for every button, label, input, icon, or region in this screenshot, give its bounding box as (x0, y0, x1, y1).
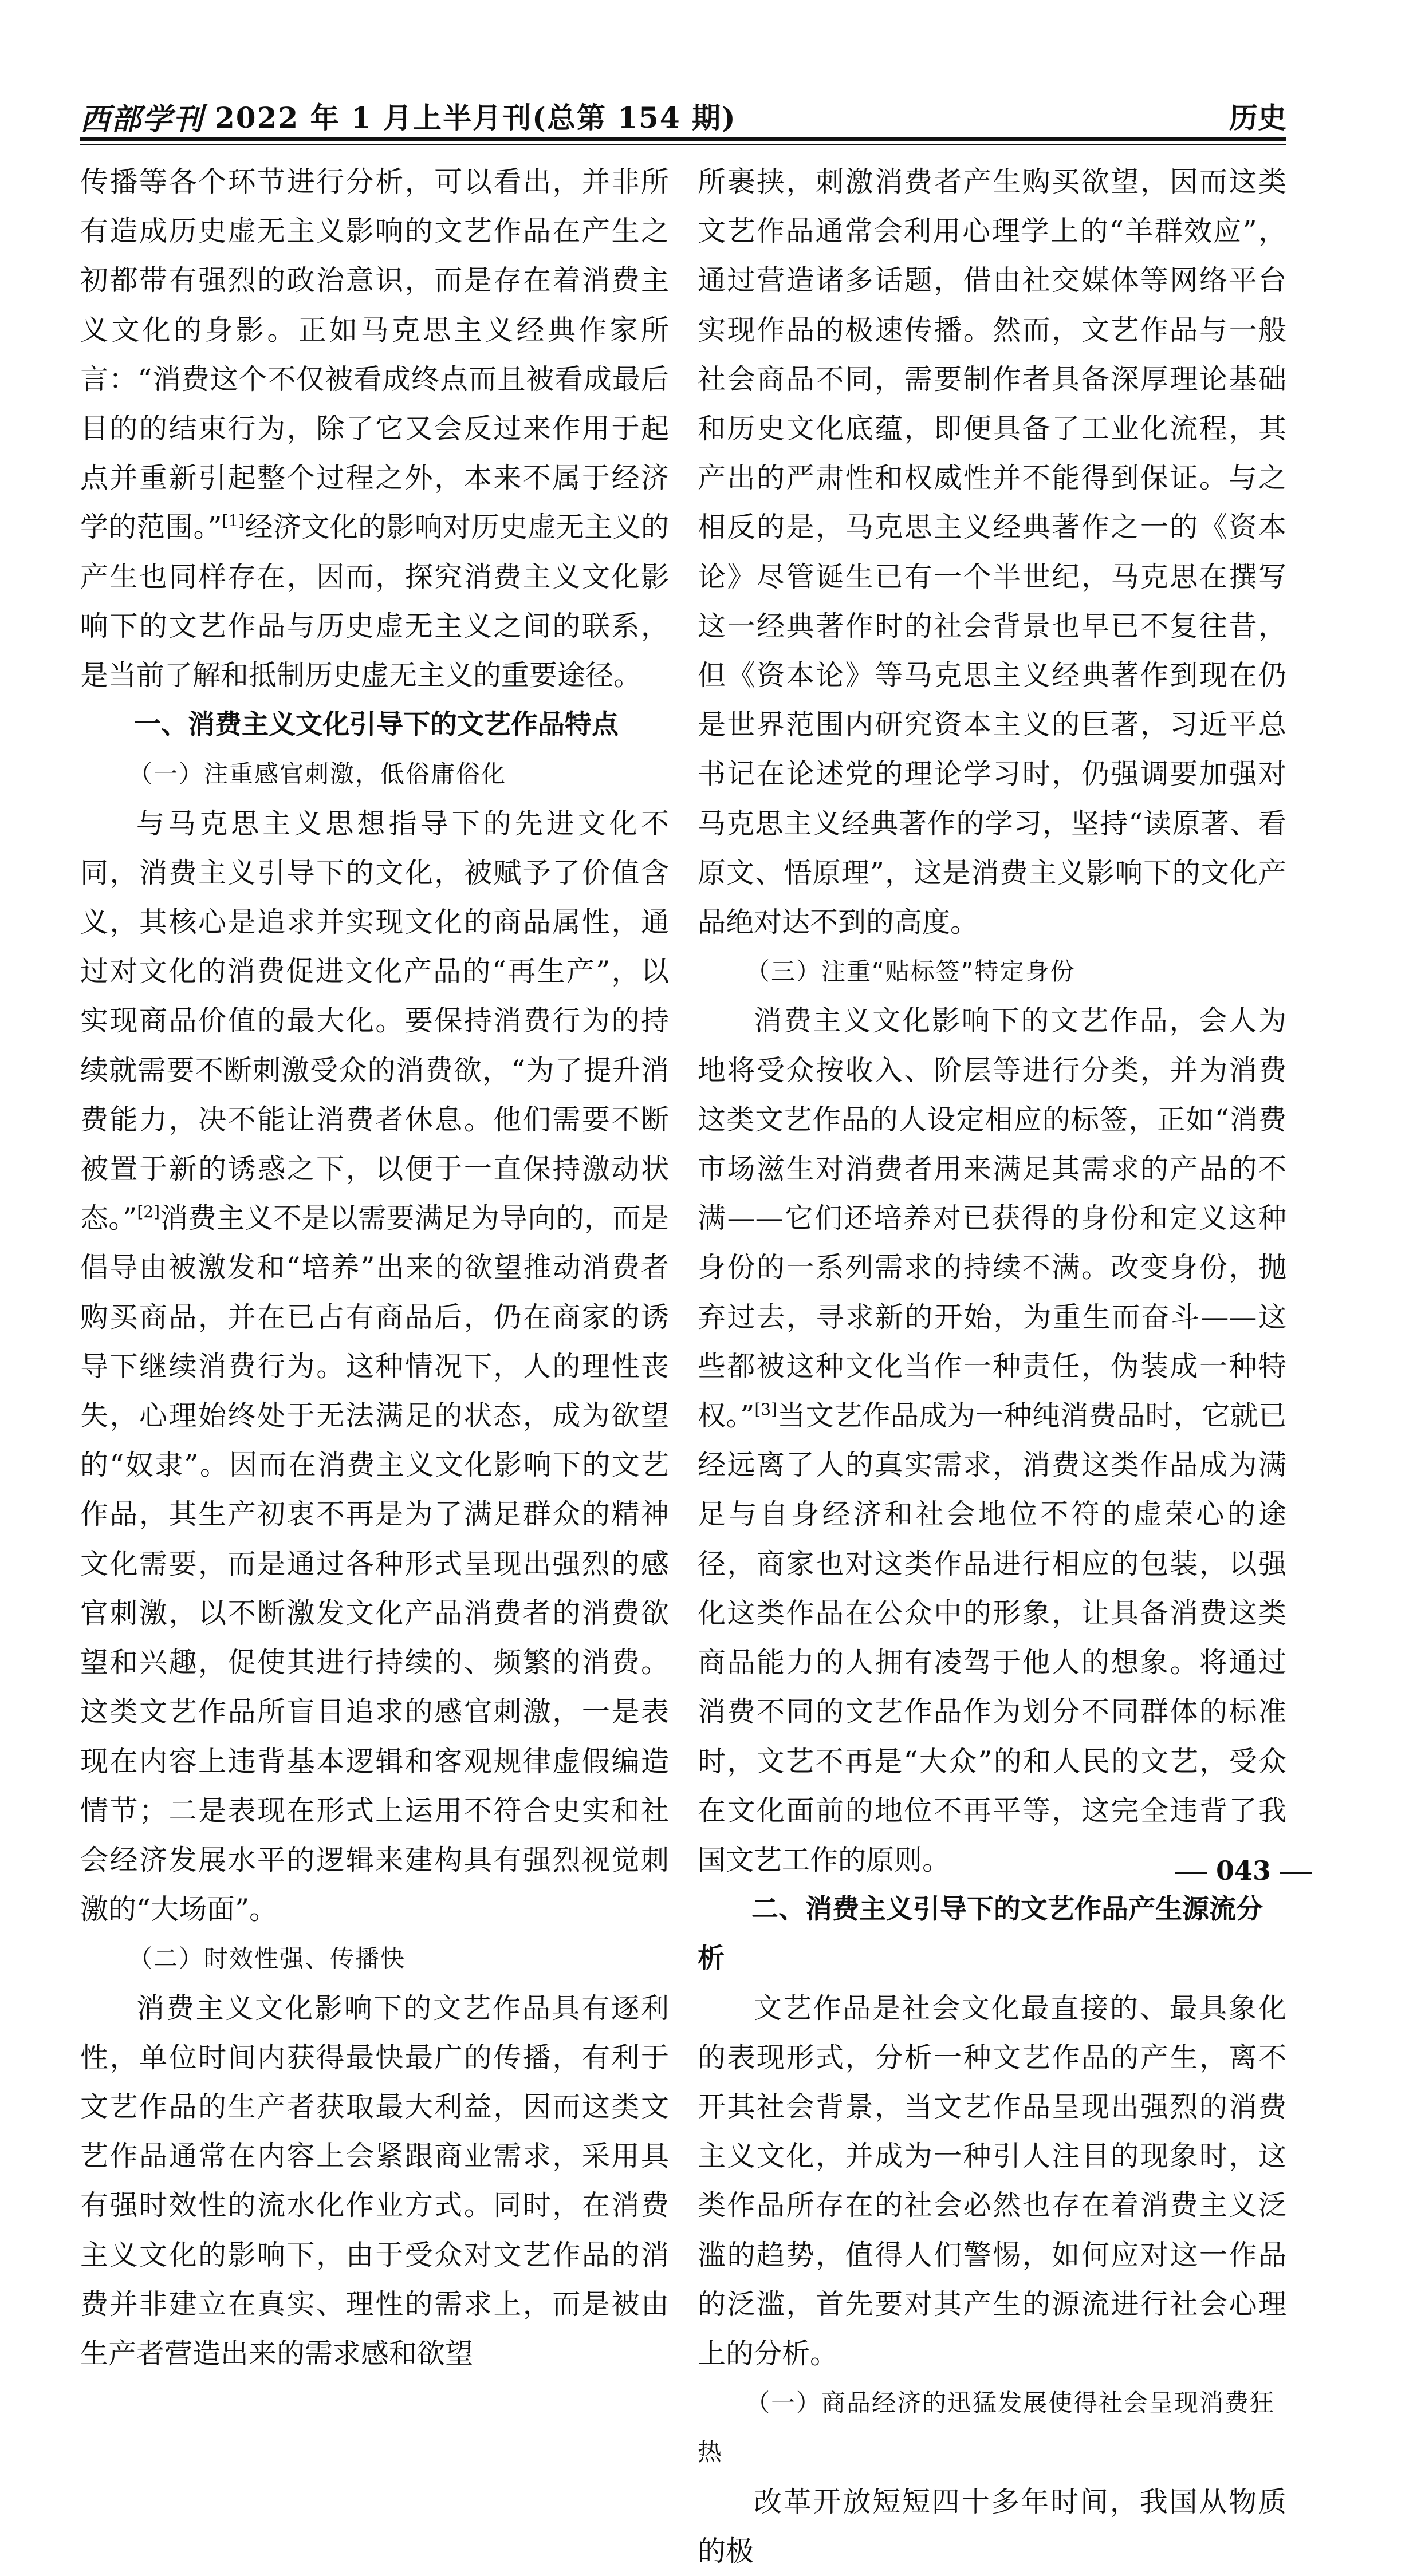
subsection-heading: （三）注重“贴标签”特定身份 (746, 957, 1076, 986)
page-header (80, 90, 1286, 136)
page-number-footer (1166, 1855, 1321, 1886)
subsection-heading: （一）商品经济的迅猛发展使得社会呈现消费狂热 (698, 2389, 1276, 2467)
left-column (80, 157, 669, 2378)
paragraph-text: 文艺作品是社会文化最直接的、最具象化的表现形式，分析一种文艺作品的产生，离不开其社会背景，当文艺作品呈现出强烈的消费主义文化，并成为一种引人注目的现象时，这类作品所存在的社会必然也存在着消费主义泛滥的趋势，值得人们警惕，如何应对这一作品的泛滥，首先要对其产生的源流进行社会心理上的分析。 (698, 1991, 1286, 2370)
paragraph-text: 消费主义文化影响下的文艺作品具有逐利性，单位时间内获得最快最广的传播，有利于文艺作品的生产者获取最大利益，因而这类文艺作品通常在内容上会紧跟商业需求，采用具有强时效性的流水化作业方式。同时，在消费主义文化的影响下，由于受众对文艺作品的消费并非建立在真实、理性的需求上，而是被由生产者营造出来的需求感和欲望 (80, 1991, 669, 2370)
page-number: 043 (1216, 1855, 1272, 1886)
citation-ref: [3] (754, 1400, 777, 1419)
body-paragraph (698, 996, 1286, 1885)
section-heading: 一、消费主义文化引导下的文艺作品特点 (134, 709, 619, 741)
body-paragraph (698, 2478, 1286, 2576)
body-paragraph (80, 1984, 669, 2379)
issue-info: 2022 年 1 月上半月刊(总第 154 期) (215, 101, 737, 135)
paragraph-text: 所裹挟，刺激消费者产生购买欲望，因而这类文艺作品通常会利用心理学上的“羊群效应”，通过营造诸多话题，借由社交媒体等网络平台实现作品的极速传播。然而，文艺作品与一般社会商品不同，需要制作者具备深厚理论基础和历史文化底蕴，即便具备了工业化流程，其产出的严肃性和权威性并不能得到保证。与之相反的是，马克思主义经典著作之一的《资本论》尽管诞生已有一个半世纪，马克思在撰写这一经典著作时的社会背景也早已不复往昔，但《资本论》等马克思主义经典著作到现在仍是世界范围内研究资本主义的巨著，习近平总书记在论述党的理论学习时，仍强调要加强对马克思主义经典著作的学习，坚持“读原著、看原文、悟原理”，这是消费主义影响下的文化产品绝对达不到的高度。 (698, 165, 1286, 939)
right-column (698, 157, 1286, 2576)
subsection-heading: （二）时效性强、传播快 (128, 1944, 406, 1973)
footer-dash-right (1280, 1872, 1312, 1874)
subsection-heading: （一）注重感官刺激，低俗庸俗化 (128, 760, 507, 788)
footer-dash-left (1175, 1872, 1207, 1874)
paragraph-text: 传播等各个环节进行分析，可以看出，并非所有造成历史虚无主义影响的文艺作品在产生之初都带有强烈的政治意识，而是存在着消费主义文化的身影。正如马克思主义经典作家所言：“消费这个不仅被看成终点而且被看成最后目的的结束行为，除了它又会反过来作用于起点并重新引起整个过程之外，本来不属于经济学的范围。” (80, 165, 669, 544)
citation-ref: [2] (137, 1202, 160, 1222)
body-paragraph (698, 157, 1286, 947)
section-heading: 二、消费主义引导下的文艺作品产生源流分析 (698, 1893, 1263, 1975)
paragraph-text: 改革开放短短四十多年时间，我国从物质的极 (698, 2485, 1286, 2567)
body-paragraph (80, 799, 669, 1935)
body-paragraph (698, 1984, 1286, 2379)
body-paragraph (80, 157, 669, 700)
paragraph-text: 经济文化的影响对历史虚无主义的产生也同样存在，因而，探究消费主义文化影响下的文艺作品与历史虚无主义之间的联系，是当前了解和抵制历史虚无主义的重要途径。 (80, 511, 669, 692)
citation-ref: [1] (222, 511, 245, 531)
header-rule (80, 137, 1286, 141)
paragraph-text: 当文艺作品成为一种纯消费品时，它就已经远离了人的真实需求，消费这类作品成为满足与自身经济和社会地位不符的虚荣心的途径，商家也对这类作品进行相应的包装，以强化这类作品在公众中的形象，让具备消费这类商品能力的人拥有凌驾于他人的想象。将通过消费不同的文艺作品作为划分不同群体的标准时，文艺不再是“大众”的和人民的文艺，受众在文化面前的地位不再平等，这完全违背了我国文艺工作的原则。 (698, 1399, 1286, 1876)
paragraph-text: 消费主义不是以需要满足为导向的，而是倡导由被激发和“培养”出来的欲望推动消费者购买商品，并在已占有商品后，仍在商家的诱导下继续消费行为。这种情况下，人的理性丧失，心理始终处于无法满足的状态，成为欲望的“奴隶”。因而在消费主义文化影响下的文艺作品，其生产初衷不再是为了满足群众的精神文化需要，而是通过各种形式呈现出强烈的感官刺激，以不断激发文化产品消费者的消费欲望和兴趣，促使其进行持续的、频繁的消费。这类文艺作品所盲目追求的感官刺激，一是表现在内容上违背基本逻辑和客观规律虚假编造情节；二是表现在形式上运用不符合史实和社会经济发展水平的逻辑来建构具有强烈视觉刺激的“大场面”。 (80, 1202, 669, 1926)
header-rule-thin (80, 144, 1286, 145)
section-label: 历史 (1229, 101, 1286, 135)
paragraph-text: 消费主义文化影响下的文艺作品，会人为地将受众按收入、阶层等进行分类，并为消费这类文艺作品的人设定相应的标签，正如“消费市场滋生对消费者用来满足其需求的产品的不满——它们还培养对已获得的身份和定义这种身份的一系列需求的持续不满。改变身份，抛弃过去，寻求新的开始，为重生而奋斗——这些都被这种文化当作一种责任，伪装成一种特权。” (698, 1004, 1286, 1433)
journal-logo: 西部学刊 (80, 102, 204, 137)
paragraph-text: 与马克思主义思想指导下的先进文化不同，消费主义引导下的文化，被赋予了价值含义，其核心是追求并实现文化的商品属性，通过对文化的消费促进文化产品的“再生产”，以实现商品价值的最大化。要保持消费行为的持续就需要不断刺激受众的消费欲，“为了提升消费能力，决不能让消费者休息。他们需要不断被置于新的诱惑之下，以便于一直保持激动状态。” (80, 807, 669, 1235)
